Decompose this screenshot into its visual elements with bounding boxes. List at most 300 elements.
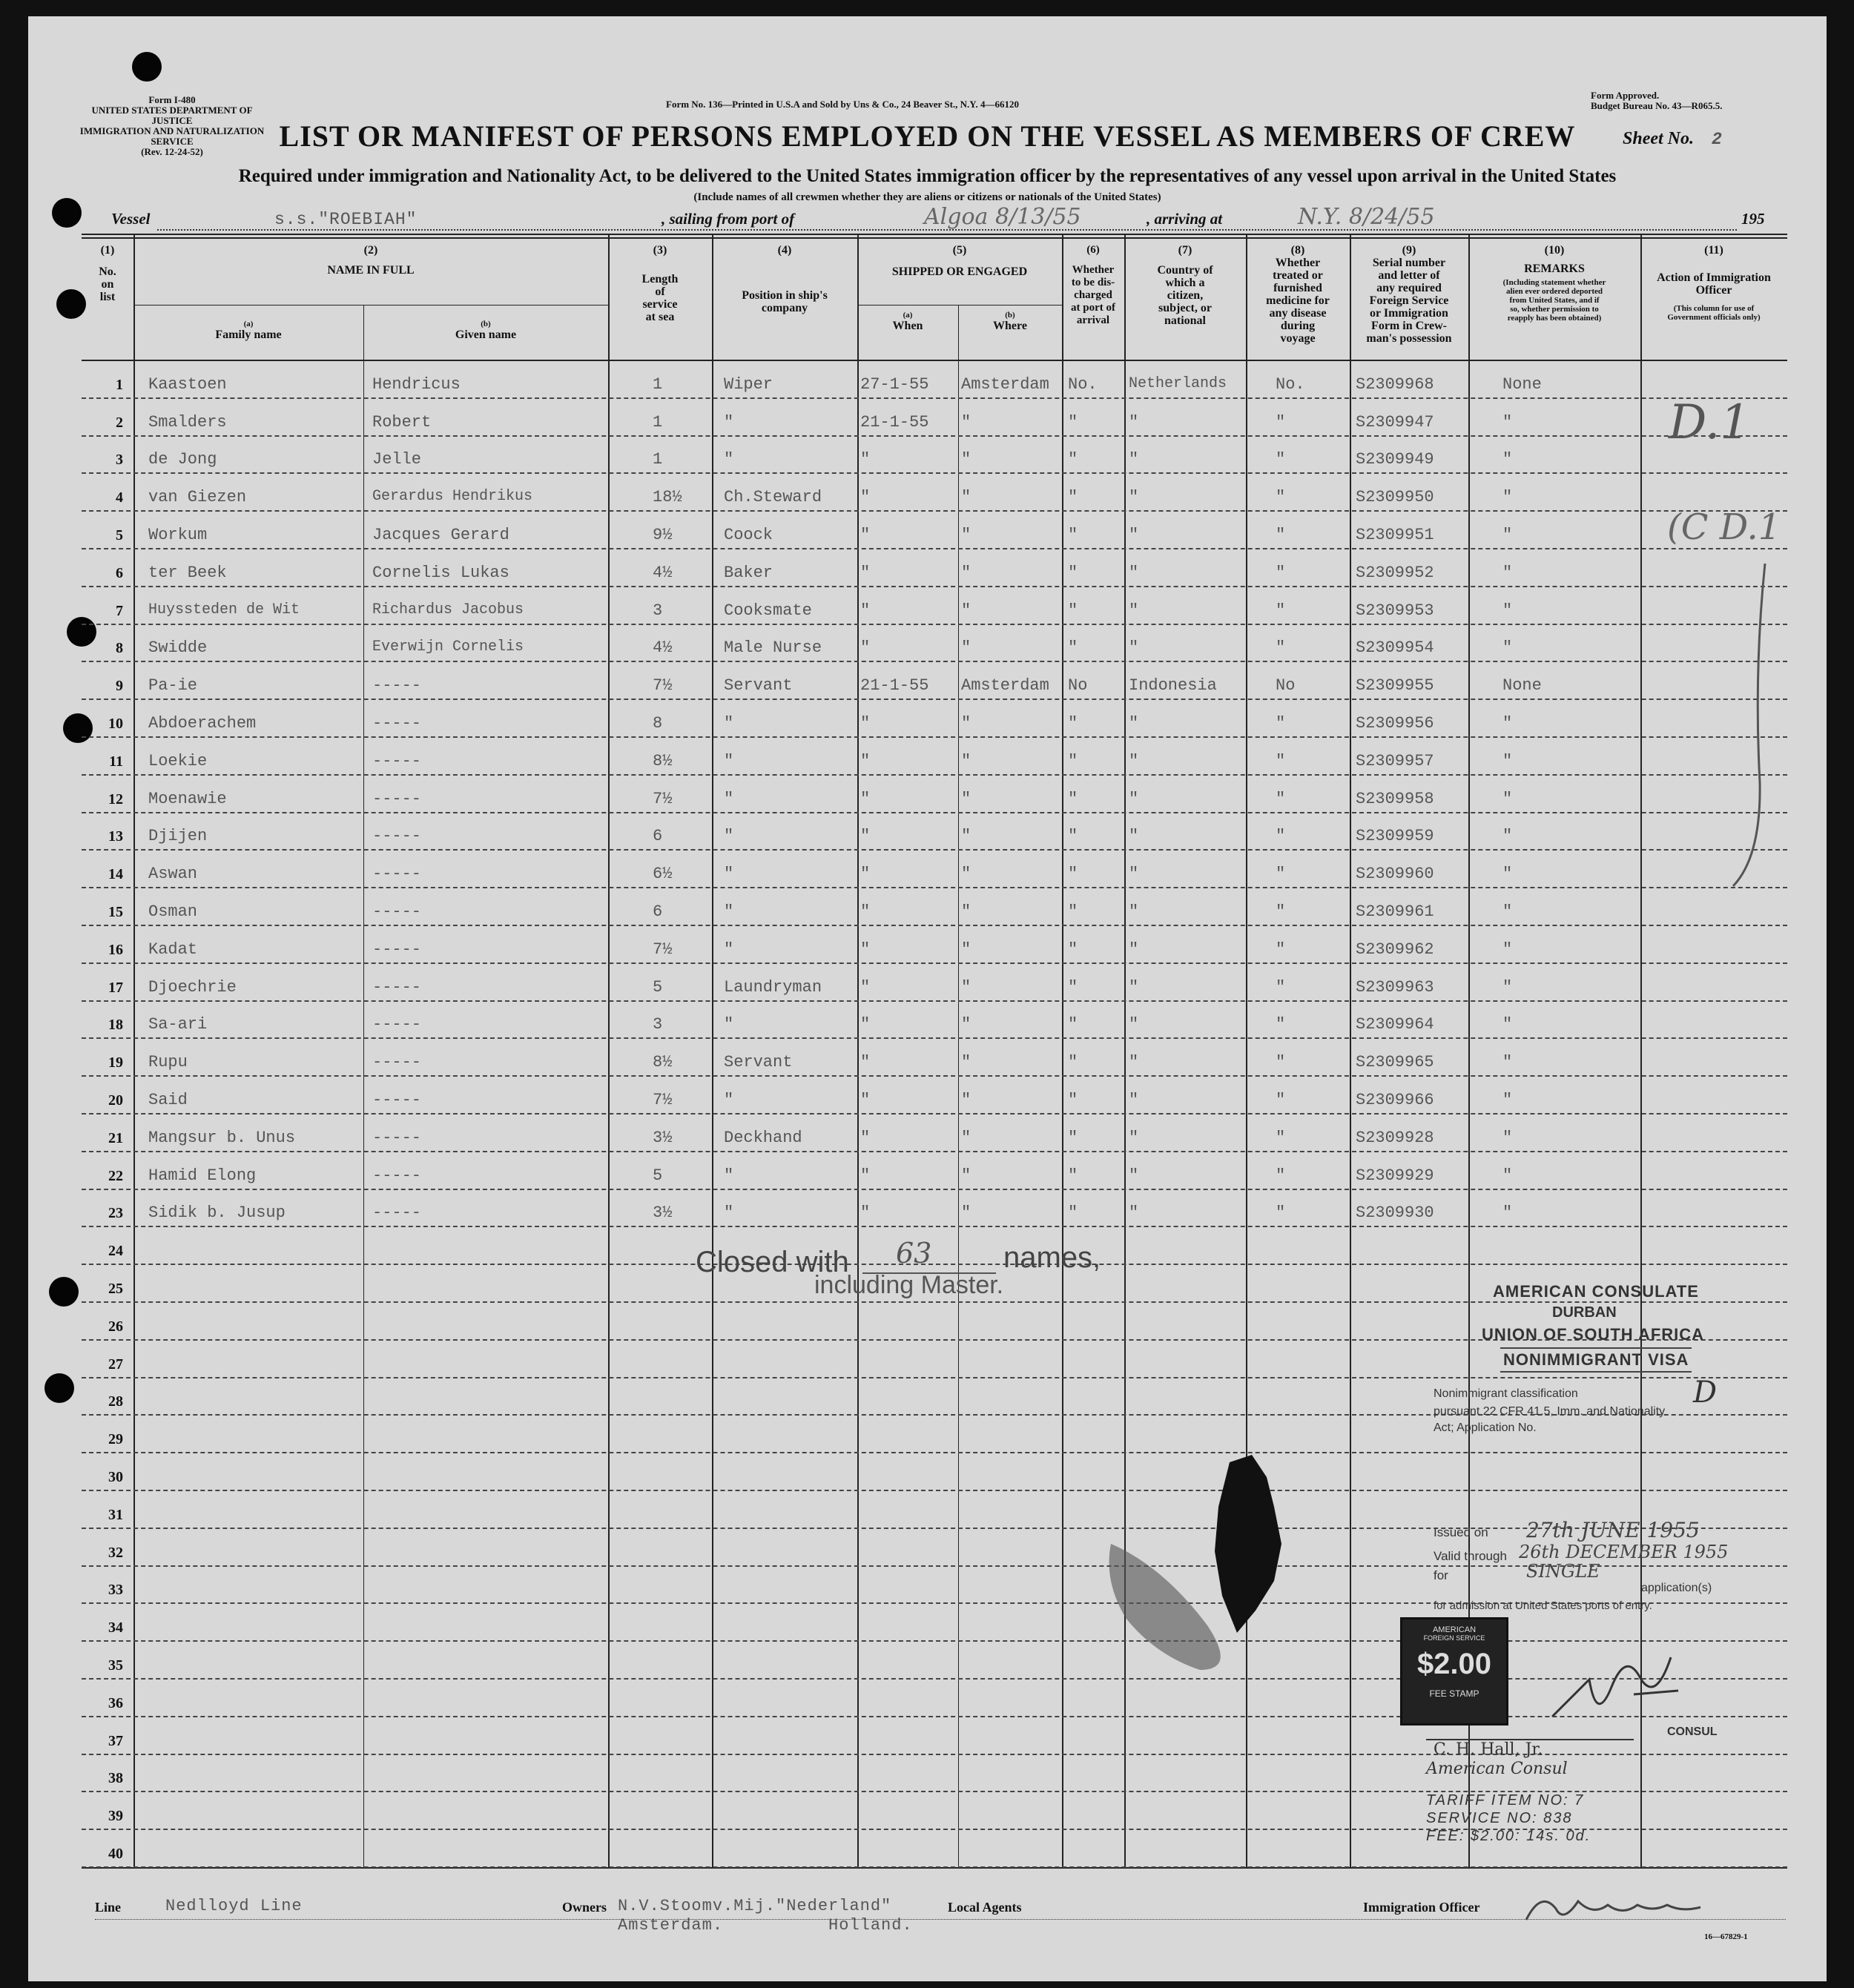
cell-serial: S2309955 <box>1356 676 1434 696</box>
cell-country: " <box>1129 902 1139 921</box>
cell-len: 8½ <box>653 1053 673 1072</box>
cell-serial: S2309953 <box>1356 601 1434 620</box>
cell-country: Netherlands <box>1129 374 1227 392</box>
cell-len: 18½ <box>653 488 682 507</box>
vessel-label: Vessel <box>111 210 151 228</box>
cell-family: Hamid Elong <box>148 1166 257 1185</box>
cell-remarks: " <box>1502 751 1513 770</box>
cell-pos: " <box>724 865 734 884</box>
cell-pos: Ch.Steward <box>724 488 822 507</box>
cell-country: " <box>1129 1053 1139 1072</box>
punch-hole <box>49 1277 79 1307</box>
punch-hole <box>44 1373 74 1403</box>
cell-serial: S2309959 <box>1356 827 1434 846</box>
cell-when: " <box>860 789 871 808</box>
cell-where: " <box>961 563 971 582</box>
row-number: 29 <box>108 1431 123 1448</box>
cell-serial: S2309957 <box>1356 751 1434 770</box>
row-number: 39 <box>108 1808 123 1825</box>
cell-med: " <box>1276 488 1286 507</box>
row-rule <box>82 586 1787 587</box>
cell-where: " <box>961 1203 971 1223</box>
cell-serial: S2309930 <box>1356 1203 1434 1223</box>
cell-med: " <box>1276 714 1286 733</box>
arriving-label: , arriving at <box>1147 210 1223 228</box>
cell-remarks: " <box>1502 412 1513 432</box>
row-number: 23 <box>108 1205 123 1222</box>
cell-when: 21-1-55 <box>860 676 929 696</box>
cell-serial: S2309960 <box>1356 865 1434 884</box>
row-number: 37 <box>108 1732 123 1749</box>
cell-when: " <box>860 1091 871 1109</box>
for-label: for <box>1434 1568 1448 1582</box>
cell-serial: S2309968 <box>1356 374 1434 394</box>
cell-pos: " <box>724 412 734 432</box>
cell-med: " <box>1276 1091 1286 1109</box>
row-number: 32 <box>108 1544 123 1561</box>
closed-with-text: Closed with <box>696 1246 849 1278</box>
cell-given: Gerardus Hendrikus <box>372 488 533 506</box>
cell-dis: " <box>1068 865 1078 884</box>
cell-remarks: " <box>1502 902 1513 921</box>
cell-len: 5 <box>653 977 663 997</box>
cell-len: 1 <box>653 374 663 394</box>
issued-date: 27th JUNE 1955 <box>1526 1518 1700 1542</box>
row-number: 17 <box>108 979 123 996</box>
cell-pos: " <box>724 751 734 770</box>
vessel-name: s.s."ROEBIAH" <box>274 210 418 229</box>
cell-len: 6½ <box>653 865 673 884</box>
row-number: 3 <box>116 452 123 469</box>
cell-when: " <box>860 563 871 582</box>
row-number: 20 <box>108 1092 123 1109</box>
cell-family: Smalders <box>148 412 227 432</box>
row-number: 7 <box>116 602 123 619</box>
arriving-port: N.Y. 8/24/55 <box>1298 204 1435 230</box>
row-rule <box>82 1151 1787 1152</box>
cell-where: " <box>961 1128 971 1147</box>
cell-pos: " <box>724 1166 734 1185</box>
cell-len: 4½ <box>653 563 673 582</box>
page-subtitle-note: (Include names of all crewmen whether they are aliens or citizens or nationals of the United States) <box>693 191 1161 203</box>
cell-pos: Baker <box>724 563 773 582</box>
cell-pos: " <box>724 714 734 733</box>
cell-pos: " <box>724 789 734 808</box>
footer <box>95 1894 1801 1941</box>
cell-len: 4½ <box>653 638 673 658</box>
cell-serial: S2309962 <box>1356 939 1434 959</box>
cell-len: 9½ <box>653 526 673 544</box>
cell-dis: " <box>1068 450 1078 469</box>
cell-remarks: None <box>1502 374 1542 394</box>
cell-len: 3½ <box>653 1203 673 1223</box>
cell-where: " <box>961 827 971 846</box>
closed-stamp <box>696 1237 1215 1312</box>
cell-med: " <box>1276 1053 1286 1072</box>
cell-family: Said <box>148 1091 188 1109</box>
row-rule <box>82 887 1787 888</box>
cell-len: 3 <box>653 601 663 620</box>
cell-given: ----- <box>372 676 422 696</box>
row-number: 8 <box>116 640 123 657</box>
cell-dis: " <box>1068 412 1078 432</box>
col-position-header: (4) Position in ship's company <box>742 244 828 314</box>
cell-family: ter Beek <box>148 563 227 582</box>
cell-remarks: None <box>1502 676 1542 696</box>
row-number: 34 <box>108 1619 123 1637</box>
department: UNITED STATES DEPARTMENT OF JUSTICE <box>91 105 253 126</box>
cell-country: " <box>1129 1166 1139 1185</box>
cell-country: " <box>1129 638 1139 658</box>
cell-family: Mangsur b. Unus <box>148 1128 296 1147</box>
cell-country: " <box>1129 789 1139 808</box>
cell-given: ----- <box>372 902 422 921</box>
cell-med: " <box>1276 1015 1286 1034</box>
consul-label: CONSUL <box>1667 1726 1718 1738</box>
col-when-header: (a) When <box>892 311 923 332</box>
service-no: SERVICE NO: 838 <box>1426 1810 1573 1826</box>
form-code: 16—67829-1 <box>1704 1932 1748 1941</box>
cell-serial: S2309950 <box>1356 488 1434 507</box>
owners-value: N.V.Stoomv.Mij."Nederland" <box>618 1897 892 1915</box>
cell-med: " <box>1276 1128 1286 1147</box>
officer-mark-d1: D.1 <box>1669 395 1751 450</box>
cell-where: " <box>961 714 971 733</box>
cell-pos: Coock <box>724 526 773 544</box>
cell-given: Everwijn Cornelis <box>372 638 524 656</box>
cell-pos: Male Nurse <box>724 638 822 658</box>
row-number: 33 <box>108 1582 123 1599</box>
row-rule <box>82 397 1787 399</box>
cell-serial: S2309929 <box>1356 1166 1434 1185</box>
cell-len: 7½ <box>653 1091 673 1109</box>
row-rule <box>82 435 1787 437</box>
cell-dis: " <box>1068 977 1078 997</box>
including-master-text: including Master. <box>814 1271 1004 1299</box>
row-number: 11 <box>109 753 123 770</box>
cell-serial: S2309964 <box>1356 1015 1434 1034</box>
cell-given: ----- <box>372 865 422 884</box>
cell-dis: " <box>1068 751 1078 770</box>
row-number: 36 <box>108 1694 123 1711</box>
page-subtitle: Required under immigration and Nationality Act, to be delivered to the United States immigration officer by the representatives of any vessel upon arrival in the United States <box>238 166 1617 186</box>
row-number: 21 <box>108 1129 123 1146</box>
cell-med: " <box>1276 563 1286 582</box>
cell-med: " <box>1276 526 1286 544</box>
cell-med: " <box>1276 638 1286 658</box>
cell-pos: Servant <box>724 1053 793 1072</box>
immigration-officer-label: Immigration Officer <box>1363 1900 1480 1915</box>
entry-type: SINGLE <box>1526 1561 1600 1582</box>
cell-country: " <box>1129 1203 1139 1223</box>
approval-block <box>1591 90 1722 111</box>
cell-serial: S2309958 <box>1356 789 1434 808</box>
cell-med: " <box>1276 412 1286 432</box>
cell-where: " <box>961 1091 971 1109</box>
row-rule <box>82 1189 1787 1190</box>
sheet-number <box>1623 129 1723 149</box>
cell-where: " <box>961 412 971 432</box>
officer-mark-cd1: (C D.1 <box>1667 506 1781 548</box>
cell-serial: S2309956 <box>1356 714 1434 733</box>
col-family-header: (a) Family name <box>215 320 282 341</box>
consul-name: C. H. Hall, Jr. <box>1434 1740 1543 1759</box>
cell-med: " <box>1276 751 1286 770</box>
cell-med: " <box>1276 789 1286 808</box>
cell-family: Rupu <box>148 1053 188 1072</box>
cell-med: " <box>1276 865 1286 884</box>
fee-stamp: AMERICAN FOREIGN SERVICE $2.00 FEE STAMP <box>1400 1617 1508 1726</box>
cell-country: " <box>1129 488 1139 507</box>
row-number: 13 <box>108 828 123 845</box>
row-rule <box>82 925 1787 926</box>
row-number: 35 <box>108 1657 123 1674</box>
cell-remarks: " <box>1502 1166 1513 1185</box>
cell-when: " <box>860 714 871 733</box>
vessel-line <box>111 204 1780 232</box>
cell-given: ----- <box>372 939 422 959</box>
printer-line: Form No. 136—Printed in U.S.A and Sold by Uns & Co., 24 Beaver St., N.Y. 4—66120 <box>666 99 1019 110</box>
cell-where: " <box>961 601 971 620</box>
cell-remarks: " <box>1502 638 1513 658</box>
cell-family: Djijen <box>148 827 208 846</box>
cell-serial: S2309954 <box>1356 638 1434 658</box>
col-where-header: (b) Where <box>993 311 1027 332</box>
cell-med: " <box>1276 450 1286 469</box>
cell-family: Loekie <box>148 751 208 770</box>
tariff-item: TARIFF ITEM NO: 7 <box>1426 1792 1585 1809</box>
cell-remarks: " <box>1502 526 1513 544</box>
cell-family: Djoechrie <box>148 977 237 997</box>
cell-when: " <box>860 827 871 846</box>
page-title: LIST OR MANIFEST OF PERSONS EMPLOYED ON THE VESSEL AS MEMBERS OF CREW <box>279 119 1576 153</box>
col-length-header: (3) Length of service at sea <box>641 244 679 323</box>
cell-remarks: " <box>1502 1015 1513 1034</box>
cell-dis: " <box>1068 789 1078 808</box>
cell-country: " <box>1129 450 1139 469</box>
row-number: 38 <box>108 1770 123 1787</box>
col-action-header: (11) Action of Immigration Officer (This column for use of Government officials only) <box>1657 244 1771 322</box>
cell-when: " <box>860 1166 871 1185</box>
cell-dis: No <box>1068 676 1088 696</box>
cell-serial: S2309949 <box>1356 450 1434 469</box>
row-number: 15 <box>108 904 123 920</box>
row-rule <box>82 736 1787 738</box>
cell-given: ----- <box>372 1053 422 1072</box>
cell-remarks: " <box>1502 563 1513 582</box>
issued-label: Issued on <box>1434 1525 1488 1539</box>
visa-stamp <box>1396 1264 1752 1902</box>
cell-where: " <box>961 450 971 469</box>
cell-given: ----- <box>372 751 422 770</box>
cell-family: Osman <box>148 902 198 921</box>
cell-pos: " <box>724 827 734 846</box>
cell-pos: Laundryman <box>724 977 822 997</box>
consul-signature <box>1545 1635 1693 1739</box>
cell-where: " <box>961 1015 971 1034</box>
cell-med: " <box>1276 977 1286 997</box>
cell-when: " <box>860 638 871 658</box>
cell-len: 3 <box>653 1015 663 1034</box>
row-rule <box>82 774 1787 776</box>
cell-len: 5 <box>653 1166 663 1185</box>
cell-country: " <box>1129 412 1139 432</box>
consul-title: American Consul <box>1426 1760 1568 1778</box>
cell-dis: " <box>1068 563 1078 582</box>
application-number-label: Act; Application No. <box>1434 1421 1537 1434</box>
cell-remarks: " <box>1502 450 1513 469</box>
cell-family: Kaastoen <box>148 374 227 394</box>
cell-family: Swidde <box>148 638 208 658</box>
classification-value: D <box>1693 1376 1718 1410</box>
row-rule <box>82 1226 1787 1227</box>
cell-country: " <box>1129 977 1139 997</box>
cell-pos: " <box>724 1091 734 1109</box>
sailing-label: , sailing from port of <box>662 210 795 228</box>
cell-remarks: " <box>1502 714 1513 733</box>
form-number: Form I-480 <box>148 94 196 105</box>
cell-med: " <box>1276 601 1286 620</box>
sailing-port: Algoa 8/13/55 <box>924 204 1081 230</box>
cell-serial: S2309951 <box>1356 526 1434 544</box>
cell-when: " <box>860 865 871 884</box>
cell-remarks: " <box>1502 865 1513 884</box>
row-number: 4 <box>116 489 123 506</box>
cell-family: Workum <box>148 526 208 544</box>
cell-when: " <box>860 1128 871 1147</box>
valid-through-label: Valid through <box>1434 1549 1507 1563</box>
cell-remarks: " <box>1502 1091 1513 1109</box>
cell-len: 1 <box>653 412 663 432</box>
cell-where: " <box>961 488 971 507</box>
row-number: 26 <box>108 1318 123 1335</box>
owners-label: Owners <box>562 1900 607 1915</box>
cell-when: " <box>860 939 871 959</box>
cell-serial: S2309952 <box>1356 563 1434 582</box>
row-number: 19 <box>108 1054 123 1071</box>
row-number: 25 <box>108 1281 123 1297</box>
row-number: 6 <box>116 564 123 581</box>
cell-given: Cornelis Lukas <box>372 563 509 582</box>
cell-pos: Servant <box>724 676 793 696</box>
row-rule <box>82 472 1787 474</box>
cell-len: 6 <box>653 827 663 846</box>
col-country-header: (7) Country of which a citizen, subject, or national <box>1157 244 1213 327</box>
cell-country: " <box>1129 827 1139 846</box>
cell-country: " <box>1129 1091 1139 1109</box>
row-number: 18 <box>108 1017 123 1034</box>
row-number: 9 <box>116 678 123 695</box>
year-label: 195 <box>1741 210 1765 228</box>
cell-given: ----- <box>372 1091 422 1109</box>
cell-given: ----- <box>372 1166 422 1185</box>
officer-signature <box>1519 1886 1712 1931</box>
row-rule <box>82 849 1787 851</box>
cell-len: 7½ <box>653 939 673 959</box>
cell-given: ----- <box>372 977 422 997</box>
cell-country: " <box>1129 714 1139 733</box>
row-number: 40 <box>108 1846 123 1862</box>
cell-country: Indonesia <box>1129 676 1217 696</box>
application-label: application(s) <box>1641 1582 1712 1594</box>
col-remarks-header: (10) REMARKS (Including statement whether alien ever ordered deported from United States, and if so, whether permission to reapply has been obtained) <box>1502 244 1606 323</box>
cell-pos: " <box>724 902 734 921</box>
cell-len: 8 <box>653 714 663 733</box>
cell-remarks: " <box>1502 488 1513 507</box>
classification-label: Nonimmigrant classification <box>1434 1387 1578 1400</box>
cell-when: " <box>860 902 871 921</box>
row-rule <box>82 812 1787 813</box>
cell-pos: " <box>724 1015 734 1034</box>
col-serial-header: (9) Serial number and letter of any required Foreign Service or Immigration Form in Crew- man's possession <box>1366 244 1452 345</box>
cell-dis: " <box>1068 1091 1078 1109</box>
cell-serial: S2309965 <box>1356 1053 1434 1072</box>
embossed-seal-icon <box>1096 1447 1363 1700</box>
cell-dis: " <box>1068 488 1078 507</box>
cell-len: 6 <box>653 902 663 921</box>
cell-where: Amsterdam <box>961 676 1049 696</box>
row-number: 2 <box>116 414 123 431</box>
officer-bracket-line <box>1665 560 1776 894</box>
cell-dis: " <box>1068 638 1078 658</box>
cell-country: " <box>1129 1015 1139 1034</box>
budget-bureau: Budget Bureau No. 43—R065.5. <box>1591 100 1723 111</box>
cell-family: Abdoerachem <box>148 714 257 733</box>
cell-serial: S2309947 <box>1356 412 1434 432</box>
line-label: Line <box>95 1900 122 1915</box>
cell-when: 21-1-55 <box>860 412 929 432</box>
cell-family: Moenawie <box>148 789 227 808</box>
row-number: 14 <box>108 866 123 883</box>
cell-med: " <box>1276 1203 1286 1223</box>
row-number: 27 <box>108 1355 123 1373</box>
row-rule <box>82 962 1787 964</box>
cell-family: Sidik b. Jusup <box>148 1203 286 1223</box>
cell-where: " <box>961 902 971 921</box>
cell-given: Hendricus <box>372 374 461 394</box>
cell-where: " <box>961 1053 971 1072</box>
cell-pos: " <box>724 939 734 959</box>
cell-when: " <box>860 601 871 620</box>
cell-remarks: " <box>1502 789 1513 808</box>
fee-amount: FEE: $2.00: 14s. 0d. <box>1426 1828 1591 1844</box>
cell-dis: " <box>1068 902 1078 921</box>
cell-where: " <box>961 789 971 808</box>
consulate-line: AMERICAN CONSULATE <box>1493 1282 1699 1301</box>
cell-when: " <box>860 450 871 469</box>
cell-given: Robert <box>372 412 432 432</box>
sheet-value: 2 <box>1712 130 1723 149</box>
cell-remarks: " <box>1502 601 1513 620</box>
cell-serial: S2309961 <box>1356 902 1434 921</box>
cell-pos: Wiper <box>724 374 773 394</box>
cell-pos: Deckhand <box>724 1128 802 1147</box>
cell-country: " <box>1129 1128 1139 1147</box>
cell-dis: " <box>1068 1015 1078 1034</box>
row-number: 31 <box>108 1506 123 1523</box>
cell-dis: " <box>1068 1053 1078 1072</box>
cell-remarks: " <box>1502 939 1513 959</box>
row-number: 16 <box>108 941 123 958</box>
row-rule <box>82 1037 1787 1039</box>
cell-len: 1 <box>653 450 663 469</box>
cell-med: " <box>1276 1166 1286 1185</box>
cell-where: " <box>961 1166 971 1185</box>
cell-when: " <box>860 1053 871 1072</box>
row-rule <box>82 1113 1787 1114</box>
cell-med: No. <box>1276 374 1305 394</box>
service: IMMIGRATION AND NATURALIZATION SERVICE <box>79 125 265 147</box>
